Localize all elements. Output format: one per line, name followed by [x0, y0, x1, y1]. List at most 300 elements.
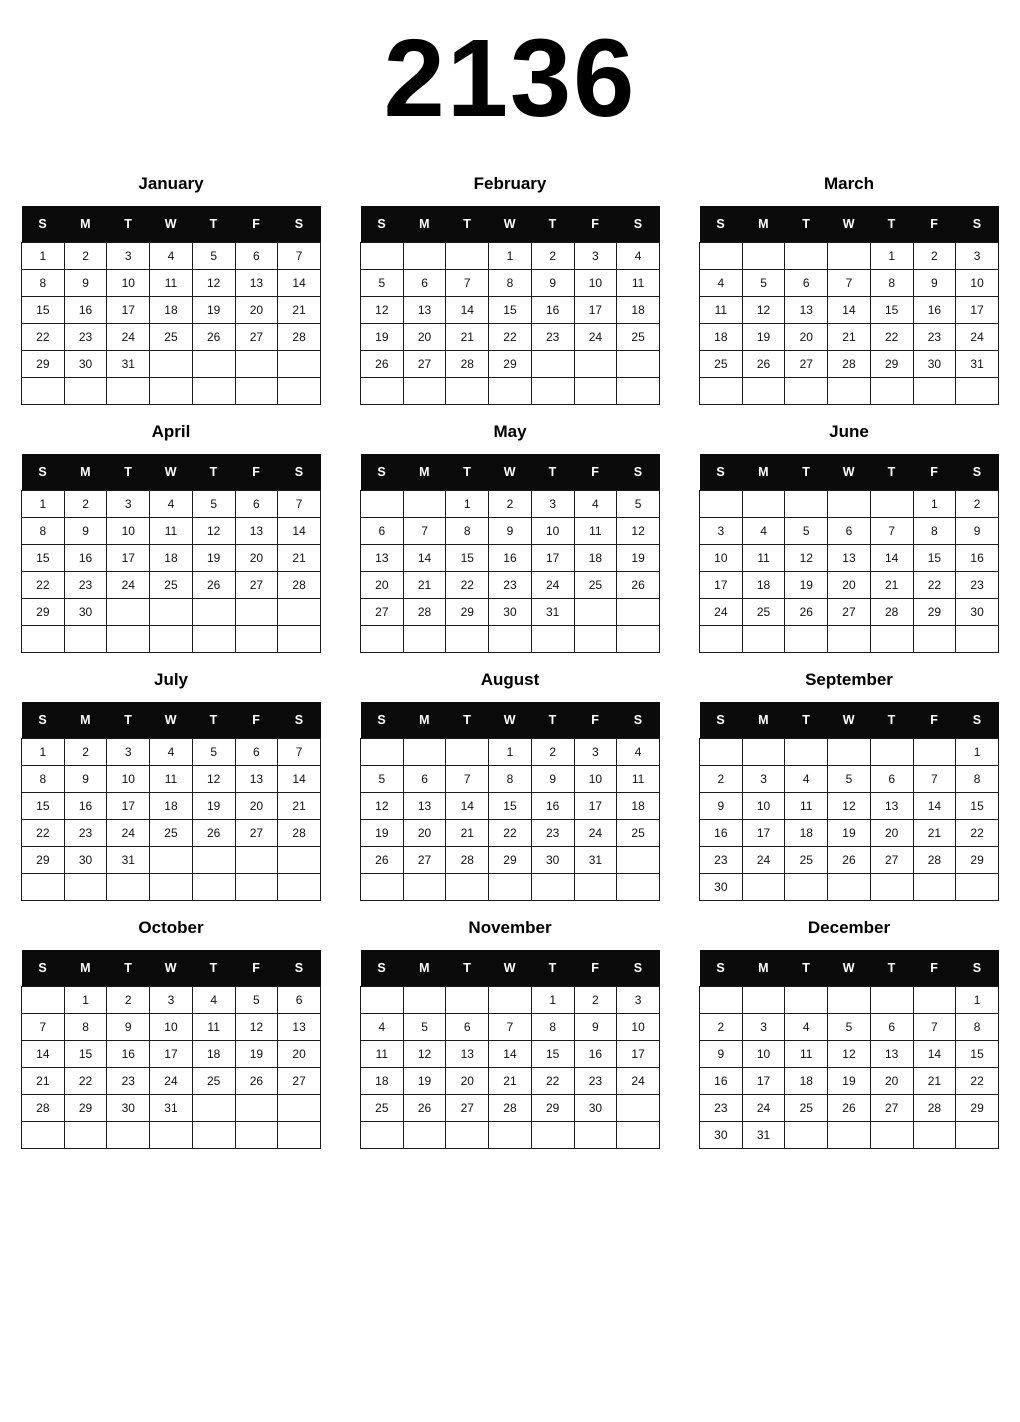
- day-cell[interactable]: 20: [870, 820, 913, 847]
- day-cell[interactable]: 31: [742, 1122, 785, 1149]
- day-cell[interactable]: 30: [913, 351, 956, 378]
- day-cell[interactable]: 16: [956, 545, 999, 572]
- day-cell[interactable]: 1: [489, 739, 532, 766]
- day-cell[interactable]: 15: [446, 545, 489, 572]
- day-cell[interactable]: 20: [235, 297, 278, 324]
- day-cell[interactable]: 8: [64, 1014, 107, 1041]
- day-cell[interactable]: 12: [742, 297, 785, 324]
- day-cell[interactable]: 28: [913, 1095, 956, 1122]
- day-cell[interactable]: 27: [870, 847, 913, 874]
- day-cell[interactable]: 11: [700, 297, 743, 324]
- day-cell[interactable]: 29: [956, 847, 999, 874]
- day-cell[interactable]: 3: [742, 1014, 785, 1041]
- day-cell[interactable]: 9: [489, 518, 532, 545]
- day-cell[interactable]: 28: [489, 1095, 532, 1122]
- day-cell[interactable]: 24: [574, 820, 617, 847]
- day-cell[interactable]: 7: [22, 1014, 65, 1041]
- day-cell[interactable]: 2: [956, 491, 999, 518]
- day-cell[interactable]: 13: [403, 297, 446, 324]
- day-cell[interactable]: 7: [489, 1014, 532, 1041]
- day-cell[interactable]: 24: [531, 572, 574, 599]
- day-cell[interactable]: 11: [150, 766, 193, 793]
- day-cell[interactable]: 12: [617, 518, 660, 545]
- day-cell[interactable]: 27: [403, 847, 446, 874]
- day-cell[interactable]: 17: [956, 297, 999, 324]
- day-cell[interactable]: 19: [192, 793, 235, 820]
- day-cell[interactable]: 5: [828, 1014, 871, 1041]
- day-cell[interactable]: 21: [913, 1068, 956, 1095]
- day-cell[interactable]: 4: [742, 518, 785, 545]
- day-cell[interactable]: 24: [107, 820, 150, 847]
- day-cell[interactable]: 9: [64, 270, 107, 297]
- day-cell[interactable]: 11: [150, 518, 193, 545]
- day-cell[interactable]: 18: [192, 1041, 235, 1068]
- day-cell[interactable]: 14: [446, 793, 489, 820]
- day-cell[interactable]: 27: [235, 820, 278, 847]
- day-cell[interactable]: 20: [446, 1068, 489, 1095]
- day-cell[interactable]: 12: [192, 270, 235, 297]
- day-cell[interactable]: 24: [107, 572, 150, 599]
- day-cell[interactable]: 19: [235, 1041, 278, 1068]
- day-cell[interactable]: 19: [361, 324, 404, 351]
- day-cell[interactable]: 4: [150, 491, 193, 518]
- day-cell[interactable]: 16: [64, 793, 107, 820]
- day-cell[interactable]: 26: [192, 324, 235, 351]
- day-cell[interactable]: 15: [22, 793, 65, 820]
- day-cell[interactable]: 8: [22, 518, 65, 545]
- day-cell[interactable]: 3: [107, 243, 150, 270]
- day-cell[interactable]: 18: [785, 1068, 828, 1095]
- day-cell[interactable]: 28: [828, 351, 871, 378]
- day-cell[interactable]: 14: [278, 766, 321, 793]
- day-cell[interactable]: 10: [617, 1014, 660, 1041]
- day-cell[interactable]: 5: [192, 739, 235, 766]
- day-cell[interactable]: 26: [192, 820, 235, 847]
- day-cell[interactable]: 26: [192, 572, 235, 599]
- day-cell[interactable]: 24: [742, 1095, 785, 1122]
- day-cell[interactable]: 30: [531, 847, 574, 874]
- day-cell[interactable]: 2: [700, 766, 743, 793]
- day-cell[interactable]: 1: [64, 987, 107, 1014]
- day-cell[interactable]: 7: [446, 270, 489, 297]
- day-cell[interactable]: 26: [361, 847, 404, 874]
- day-cell[interactable]: 29: [22, 351, 65, 378]
- day-cell[interactable]: 5: [617, 491, 660, 518]
- day-cell[interactable]: 6: [446, 1014, 489, 1041]
- day-cell[interactable]: 20: [403, 820, 446, 847]
- day-cell[interactable]: 13: [235, 766, 278, 793]
- day-cell[interactable]: 30: [64, 847, 107, 874]
- day-cell[interactable]: 20: [403, 324, 446, 351]
- day-cell[interactable]: 14: [446, 297, 489, 324]
- day-cell[interactable]: 24: [956, 324, 999, 351]
- day-cell[interactable]: 21: [446, 820, 489, 847]
- day-cell[interactable]: 25: [785, 847, 828, 874]
- day-cell[interactable]: 20: [278, 1041, 321, 1068]
- day-cell[interactable]: 2: [107, 987, 150, 1014]
- day-cell[interactable]: 20: [785, 324, 828, 351]
- day-cell[interactable]: 15: [531, 1041, 574, 1068]
- day-cell[interactable]: 24: [107, 324, 150, 351]
- day-cell[interactable]: 14: [489, 1041, 532, 1068]
- day-cell[interactable]: 8: [956, 766, 999, 793]
- day-cell[interactable]: 9: [531, 270, 574, 297]
- day-cell[interactable]: 17: [574, 297, 617, 324]
- day-cell[interactable]: 17: [700, 572, 743, 599]
- day-cell[interactable]: 16: [913, 297, 956, 324]
- day-cell[interactable]: 22: [913, 572, 956, 599]
- day-cell[interactable]: 22: [22, 820, 65, 847]
- day-cell[interactable]: 16: [531, 793, 574, 820]
- day-cell[interactable]: 24: [700, 599, 743, 626]
- day-cell[interactable]: 12: [192, 518, 235, 545]
- day-cell[interactable]: 31: [574, 847, 617, 874]
- day-cell[interactable]: 10: [574, 270, 617, 297]
- day-cell[interactable]: 21: [278, 545, 321, 572]
- day-cell[interactable]: 26: [617, 572, 660, 599]
- day-cell[interactable]: 29: [956, 1095, 999, 1122]
- day-cell[interactable]: 28: [278, 324, 321, 351]
- day-cell[interactable]: 6: [870, 766, 913, 793]
- day-cell[interactable]: 17: [107, 297, 150, 324]
- day-cell[interactable]: 28: [22, 1095, 65, 1122]
- day-cell[interactable]: 8: [22, 270, 65, 297]
- day-cell[interactable]: 22: [489, 820, 532, 847]
- day-cell[interactable]: 17: [574, 793, 617, 820]
- day-cell[interactable]: 11: [361, 1041, 404, 1068]
- day-cell[interactable]: 4: [700, 270, 743, 297]
- day-cell[interactable]: 26: [235, 1068, 278, 1095]
- day-cell[interactable]: 9: [531, 766, 574, 793]
- day-cell[interactable]: 8: [913, 518, 956, 545]
- day-cell[interactable]: 19: [828, 1068, 871, 1095]
- day-cell[interactable]: 30: [700, 874, 743, 901]
- day-cell[interactable]: 27: [403, 351, 446, 378]
- day-cell[interactable]: 8: [489, 766, 532, 793]
- day-cell[interactable]: 12: [361, 297, 404, 324]
- day-cell[interactable]: 2: [64, 491, 107, 518]
- day-cell[interactable]: 17: [617, 1041, 660, 1068]
- day-cell[interactable]: 12: [192, 766, 235, 793]
- day-cell[interactable]: 24: [742, 847, 785, 874]
- day-cell[interactable]: 9: [574, 1014, 617, 1041]
- day-cell[interactable]: 28: [278, 572, 321, 599]
- day-cell[interactable]: 6: [278, 987, 321, 1014]
- day-cell[interactable]: 13: [446, 1041, 489, 1068]
- day-cell[interactable]: 29: [870, 351, 913, 378]
- day-cell[interactable]: 21: [403, 572, 446, 599]
- day-cell[interactable]: 25: [742, 599, 785, 626]
- day-cell[interactable]: 19: [828, 820, 871, 847]
- day-cell[interactable]: 11: [742, 545, 785, 572]
- day-cell[interactable]: 6: [870, 1014, 913, 1041]
- day-cell[interactable]: 9: [107, 1014, 150, 1041]
- day-cell[interactable]: 26: [403, 1095, 446, 1122]
- day-cell[interactable]: 14: [913, 1041, 956, 1068]
- day-cell[interactable]: 6: [235, 491, 278, 518]
- day-cell[interactable]: 12: [828, 1041, 871, 1068]
- day-cell[interactable]: 1: [956, 739, 999, 766]
- day-cell[interactable]: 23: [64, 820, 107, 847]
- day-cell[interactable]: 3: [150, 987, 193, 1014]
- day-cell[interactable]: 22: [956, 820, 999, 847]
- day-cell[interactable]: 24: [574, 324, 617, 351]
- day-cell[interactable]: 13: [403, 793, 446, 820]
- day-cell[interactable]: 5: [361, 270, 404, 297]
- day-cell[interactable]: 29: [446, 599, 489, 626]
- day-cell[interactable]: 21: [446, 324, 489, 351]
- day-cell[interactable]: 25: [361, 1095, 404, 1122]
- day-cell[interactable]: 11: [192, 1014, 235, 1041]
- day-cell[interactable]: 31: [956, 351, 999, 378]
- day-cell[interactable]: 25: [150, 324, 193, 351]
- day-cell[interactable]: 3: [574, 243, 617, 270]
- day-cell[interactable]: 18: [785, 820, 828, 847]
- day-cell[interactable]: 31: [531, 599, 574, 626]
- day-cell[interactable]: 27: [235, 572, 278, 599]
- day-cell[interactable]: 26: [828, 847, 871, 874]
- day-cell[interactable]: 26: [828, 1095, 871, 1122]
- day-cell[interactable]: 14: [278, 270, 321, 297]
- day-cell[interactable]: 25: [150, 820, 193, 847]
- day-cell[interactable]: 28: [446, 351, 489, 378]
- day-cell[interactable]: 17: [742, 820, 785, 847]
- day-cell[interactable]: 29: [913, 599, 956, 626]
- day-cell[interactable]: 8: [870, 270, 913, 297]
- day-cell[interactable]: 15: [22, 297, 65, 324]
- day-cell[interactable]: 2: [489, 491, 532, 518]
- day-cell[interactable]: 23: [489, 572, 532, 599]
- day-cell[interactable]: 15: [956, 793, 999, 820]
- day-cell[interactable]: 1: [870, 243, 913, 270]
- day-cell[interactable]: 4: [361, 1014, 404, 1041]
- day-cell[interactable]: 13: [828, 545, 871, 572]
- day-cell[interactable]: 23: [574, 1068, 617, 1095]
- day-cell[interactable]: 30: [489, 599, 532, 626]
- day-cell[interactable]: 13: [361, 545, 404, 572]
- day-cell[interactable]: 1: [489, 243, 532, 270]
- day-cell[interactable]: 12: [828, 793, 871, 820]
- day-cell[interactable]: 11: [574, 518, 617, 545]
- day-cell[interactable]: 23: [913, 324, 956, 351]
- day-cell[interactable]: 6: [403, 270, 446, 297]
- day-cell[interactable]: 15: [489, 793, 532, 820]
- day-cell[interactable]: 8: [956, 1014, 999, 1041]
- day-cell[interactable]: 11: [785, 1041, 828, 1068]
- day-cell[interactable]: 7: [870, 518, 913, 545]
- day-cell[interactable]: 14: [828, 297, 871, 324]
- day-cell[interactable]: 16: [700, 1068, 743, 1095]
- day-cell[interactable]: 23: [64, 324, 107, 351]
- day-cell[interactable]: 9: [64, 518, 107, 545]
- day-cell[interactable]: 12: [361, 793, 404, 820]
- day-cell[interactable]: 13: [785, 297, 828, 324]
- day-cell[interactable]: 18: [617, 793, 660, 820]
- day-cell[interactable]: 15: [22, 545, 65, 572]
- day-cell[interactable]: 25: [192, 1068, 235, 1095]
- day-cell[interactable]: 29: [64, 1095, 107, 1122]
- day-cell[interactable]: 2: [531, 243, 574, 270]
- day-cell[interactable]: 15: [956, 1041, 999, 1068]
- day-cell[interactable]: 27: [828, 599, 871, 626]
- day-cell[interactable]: 30: [700, 1122, 743, 1149]
- day-cell[interactable]: 27: [278, 1068, 321, 1095]
- day-cell[interactable]: 14: [22, 1041, 65, 1068]
- day-cell[interactable]: 14: [870, 545, 913, 572]
- day-cell[interactable]: 7: [278, 491, 321, 518]
- day-cell[interactable]: 16: [700, 820, 743, 847]
- day-cell[interactable]: 22: [64, 1068, 107, 1095]
- day-cell[interactable]: 10: [107, 766, 150, 793]
- day-cell[interactable]: 21: [870, 572, 913, 599]
- day-cell[interactable]: 2: [64, 739, 107, 766]
- day-cell[interactable]: 31: [150, 1095, 193, 1122]
- day-cell[interactable]: 2: [64, 243, 107, 270]
- day-cell[interactable]: 26: [361, 351, 404, 378]
- day-cell[interactable]: 4: [150, 243, 193, 270]
- day-cell[interactable]: 4: [617, 739, 660, 766]
- day-cell[interactable]: 23: [956, 572, 999, 599]
- day-cell[interactable]: 20: [235, 793, 278, 820]
- day-cell[interactable]: 22: [22, 324, 65, 351]
- day-cell[interactable]: 5: [403, 1014, 446, 1041]
- day-cell[interactable]: 8: [489, 270, 532, 297]
- day-cell[interactable]: 21: [278, 297, 321, 324]
- day-cell[interactable]: 1: [446, 491, 489, 518]
- day-cell[interactable]: 27: [235, 324, 278, 351]
- day-cell[interactable]: 4: [192, 987, 235, 1014]
- day-cell[interactable]: 23: [531, 324, 574, 351]
- day-cell[interactable]: 19: [785, 572, 828, 599]
- day-cell[interactable]: 16: [489, 545, 532, 572]
- day-cell[interactable]: 31: [107, 351, 150, 378]
- day-cell[interactable]: 10: [742, 1041, 785, 1068]
- day-cell[interactable]: 30: [956, 599, 999, 626]
- day-cell[interactable]: 29: [22, 847, 65, 874]
- day-cell[interactable]: 2: [531, 739, 574, 766]
- day-cell[interactable]: 10: [107, 518, 150, 545]
- day-cell[interactable]: 23: [700, 847, 743, 874]
- day-cell[interactable]: 15: [870, 297, 913, 324]
- day-cell[interactable]: 23: [531, 820, 574, 847]
- day-cell[interactable]: 21: [489, 1068, 532, 1095]
- day-cell[interactable]: 10: [574, 766, 617, 793]
- day-cell[interactable]: 21: [828, 324, 871, 351]
- day-cell[interactable]: 26: [742, 351, 785, 378]
- day-cell[interactable]: 19: [403, 1068, 446, 1095]
- day-cell[interactable]: 19: [742, 324, 785, 351]
- day-cell[interactable]: 2: [700, 1014, 743, 1041]
- day-cell[interactable]: 5: [742, 270, 785, 297]
- day-cell[interactable]: 2: [913, 243, 956, 270]
- day-cell[interactable]: 17: [107, 793, 150, 820]
- day-cell[interactable]: 4: [785, 766, 828, 793]
- day-cell[interactable]: 5: [361, 766, 404, 793]
- day-cell[interactable]: 14: [403, 545, 446, 572]
- day-cell[interactable]: 23: [64, 572, 107, 599]
- day-cell[interactable]: 5: [192, 491, 235, 518]
- day-cell[interactable]: 22: [446, 572, 489, 599]
- day-cell[interactable]: 21: [22, 1068, 65, 1095]
- day-cell[interactable]: 9: [700, 793, 743, 820]
- day-cell[interactable]: 10: [107, 270, 150, 297]
- day-cell[interactable]: 6: [828, 518, 871, 545]
- day-cell[interactable]: 25: [150, 572, 193, 599]
- day-cell[interactable]: 24: [617, 1068, 660, 1095]
- day-cell[interactable]: 9: [913, 270, 956, 297]
- day-cell[interactable]: 16: [531, 297, 574, 324]
- day-cell[interactable]: 3: [617, 987, 660, 1014]
- day-cell[interactable]: 18: [574, 545, 617, 572]
- day-cell[interactable]: 6: [403, 766, 446, 793]
- day-cell[interactable]: 25: [574, 572, 617, 599]
- day-cell[interactable]: 4: [785, 1014, 828, 1041]
- day-cell[interactable]: 30: [574, 1095, 617, 1122]
- day-cell[interactable]: 17: [742, 1068, 785, 1095]
- day-cell[interactable]: 14: [278, 518, 321, 545]
- day-cell[interactable]: 29: [531, 1095, 574, 1122]
- day-cell[interactable]: 18: [617, 297, 660, 324]
- day-cell[interactable]: 3: [574, 739, 617, 766]
- day-cell[interactable]: 10: [531, 518, 574, 545]
- day-cell[interactable]: 22: [489, 324, 532, 351]
- day-cell[interactable]: 7: [913, 766, 956, 793]
- day-cell[interactable]: 15: [489, 297, 532, 324]
- day-cell[interactable]: 28: [403, 599, 446, 626]
- day-cell[interactable]: 19: [361, 820, 404, 847]
- day-cell[interactable]: 29: [489, 351, 532, 378]
- day-cell[interactable]: 6: [235, 739, 278, 766]
- day-cell[interactable]: 3: [956, 243, 999, 270]
- day-cell[interactable]: 18: [150, 297, 193, 324]
- day-cell[interactable]: 21: [913, 820, 956, 847]
- day-cell[interactable]: 27: [446, 1095, 489, 1122]
- day-cell[interactable]: 11: [150, 270, 193, 297]
- day-cell[interactable]: 23: [107, 1068, 150, 1095]
- day-cell[interactable]: 12: [235, 1014, 278, 1041]
- day-cell[interactable]: 1: [22, 739, 65, 766]
- day-cell[interactable]: 31: [107, 847, 150, 874]
- day-cell[interactable]: 10: [150, 1014, 193, 1041]
- day-cell[interactable]: 9: [64, 766, 107, 793]
- day-cell[interactable]: 19: [192, 297, 235, 324]
- day-cell[interactable]: 25: [617, 820, 660, 847]
- day-cell[interactable]: 18: [150, 793, 193, 820]
- day-cell[interactable]: 5: [785, 518, 828, 545]
- day-cell[interactable]: 10: [700, 545, 743, 572]
- day-cell[interactable]: 14: [913, 793, 956, 820]
- day-cell[interactable]: 5: [192, 243, 235, 270]
- day-cell[interactable]: 15: [64, 1041, 107, 1068]
- day-cell[interactable]: 7: [278, 243, 321, 270]
- day-cell[interactable]: 7: [278, 739, 321, 766]
- day-cell[interactable]: 21: [278, 793, 321, 820]
- day-cell[interactable]: 22: [22, 572, 65, 599]
- day-cell[interactable]: 12: [785, 545, 828, 572]
- day-cell[interactable]: 3: [700, 518, 743, 545]
- day-cell[interactable]: 25: [617, 324, 660, 351]
- day-cell[interactable]: 9: [700, 1041, 743, 1068]
- day-cell[interactable]: 20: [235, 545, 278, 572]
- day-cell[interactable]: 24: [150, 1068, 193, 1095]
- day-cell[interactable]: 18: [150, 545, 193, 572]
- day-cell[interactable]: 9: [956, 518, 999, 545]
- day-cell[interactable]: 1: [22, 243, 65, 270]
- day-cell[interactable]: 10: [742, 793, 785, 820]
- day-cell[interactable]: 8: [446, 518, 489, 545]
- day-cell[interactable]: 29: [22, 599, 65, 626]
- day-cell[interactable]: 3: [107, 739, 150, 766]
